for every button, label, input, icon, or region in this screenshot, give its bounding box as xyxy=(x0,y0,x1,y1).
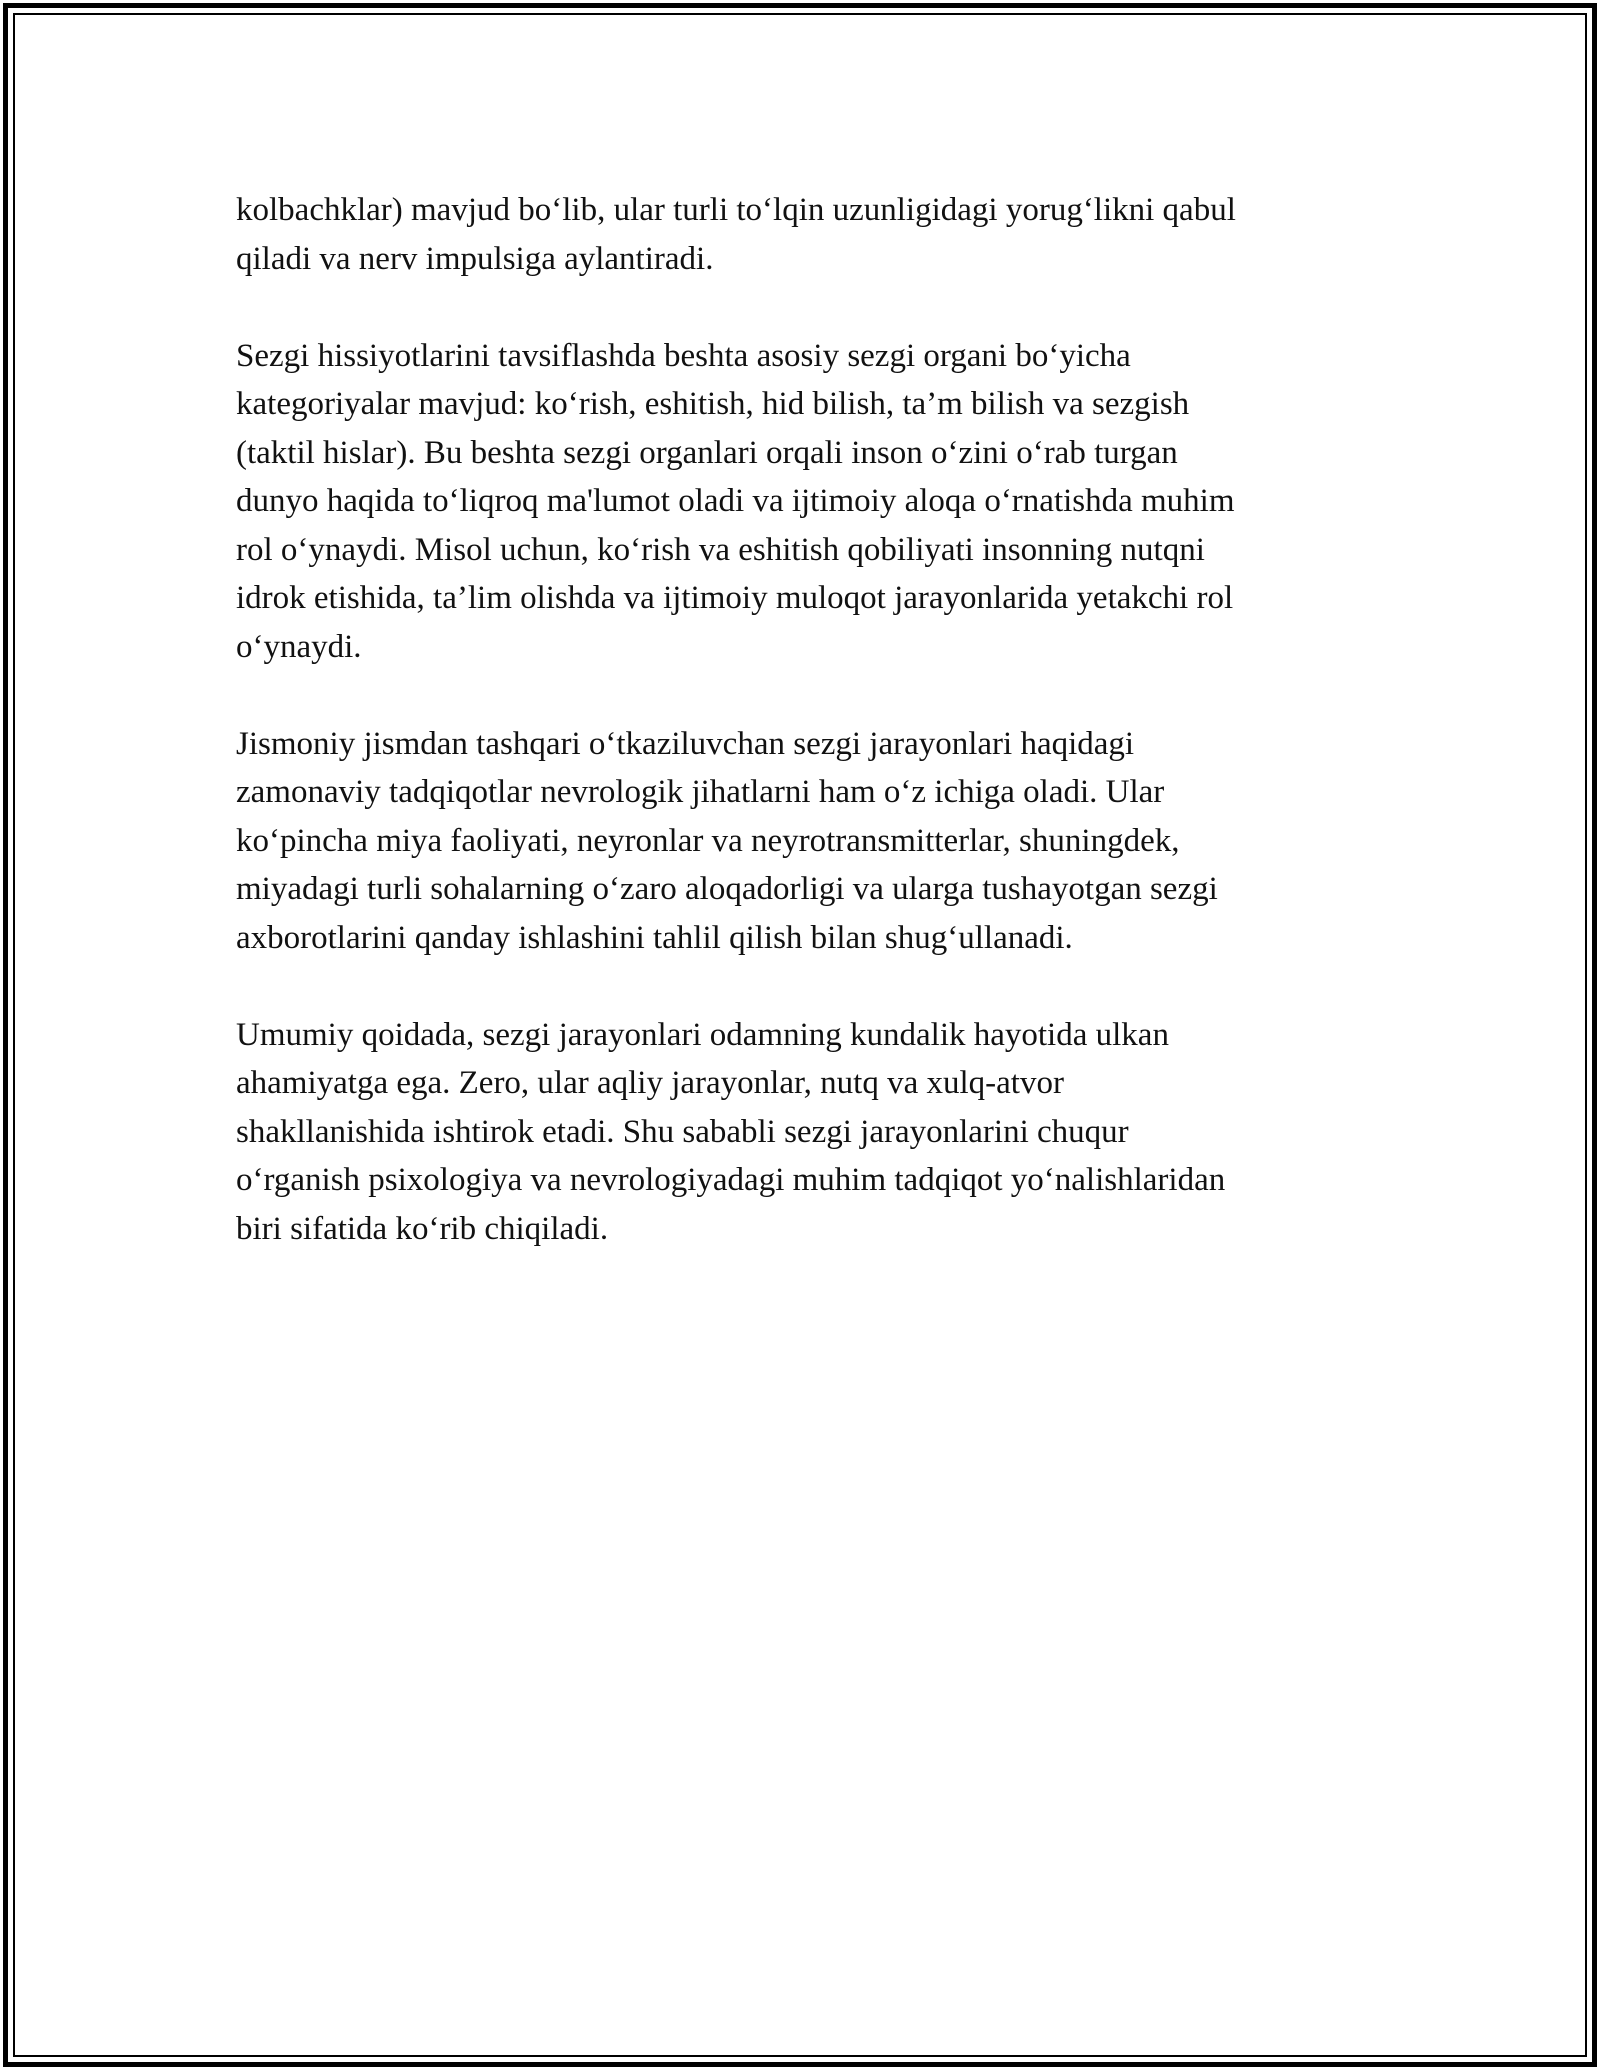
paragraph-4: Umumiy qoidada, sezgi jarayonlari odamning kundalik hayotida ulkan ahamiyatga ega. Zero, ular aqliy jarayonlar, nutq va xulq-atvor shakllanishida ishtirok etadi. Shu sababli sezgi jarayonlarini chuqur o‘rganish psixologiya va nevrologiyadagi muhim tadqiqot yo‘nalishlaridan biri sifatida ko‘rib chiqiladi. xyxy=(236,1016,1226,1247)
document-body xyxy=(236,186,1366,1302)
paragraph-1: kolbachklar) mavjud bo‘lib, ular turli to‘lqin uzunligidagi yorug‘likni qabul qiladi va nerv impulsiga aylantiradi. xyxy=(236,192,1236,277)
paragraph-3: Jismoniy jismdan tashqari o‘tkaziluvchan sezgi jarayonlari haqidagi zamonaviy tadqiqotlar nevrologik jihatlarni ham o‘z ichiga oladi. Ular ko‘pincha miya faoliyati, neyronlar va neyrotransmitterlar, shuningdek, miyadagi turli sohalarning o‘zaro aloqadorligi va ularga tushayotgan sezgi axborotlarini qanday ishlashini tahlil qilish bilan shug‘ullanadi. xyxy=(236,725,1218,956)
paragraph-2: Sezgi hissiyotlarini tavsiflashda beshta asosiy sezgi organi bo‘yicha kategoriyalar mavjud: ko‘rish, eshitish, hid bilish, ta’m bilish va sezgish (taktil hislar). Bu beshta sezgi organlari orqali inson o‘zini o‘rab turgan dunyo haqida to‘liqroq ma'lumot oladi va ijtimoiy aloqa o‘rnatishda muhim rol o‘ynaydi. Misol uchun, ko‘rish va eshitish qobiliyati insonning nutqni idrok etishida, ta’lim olishda va ijtimoiy muloqot jarayonlarida yetakchi rol o‘ynaydi. xyxy=(236,337,1235,665)
